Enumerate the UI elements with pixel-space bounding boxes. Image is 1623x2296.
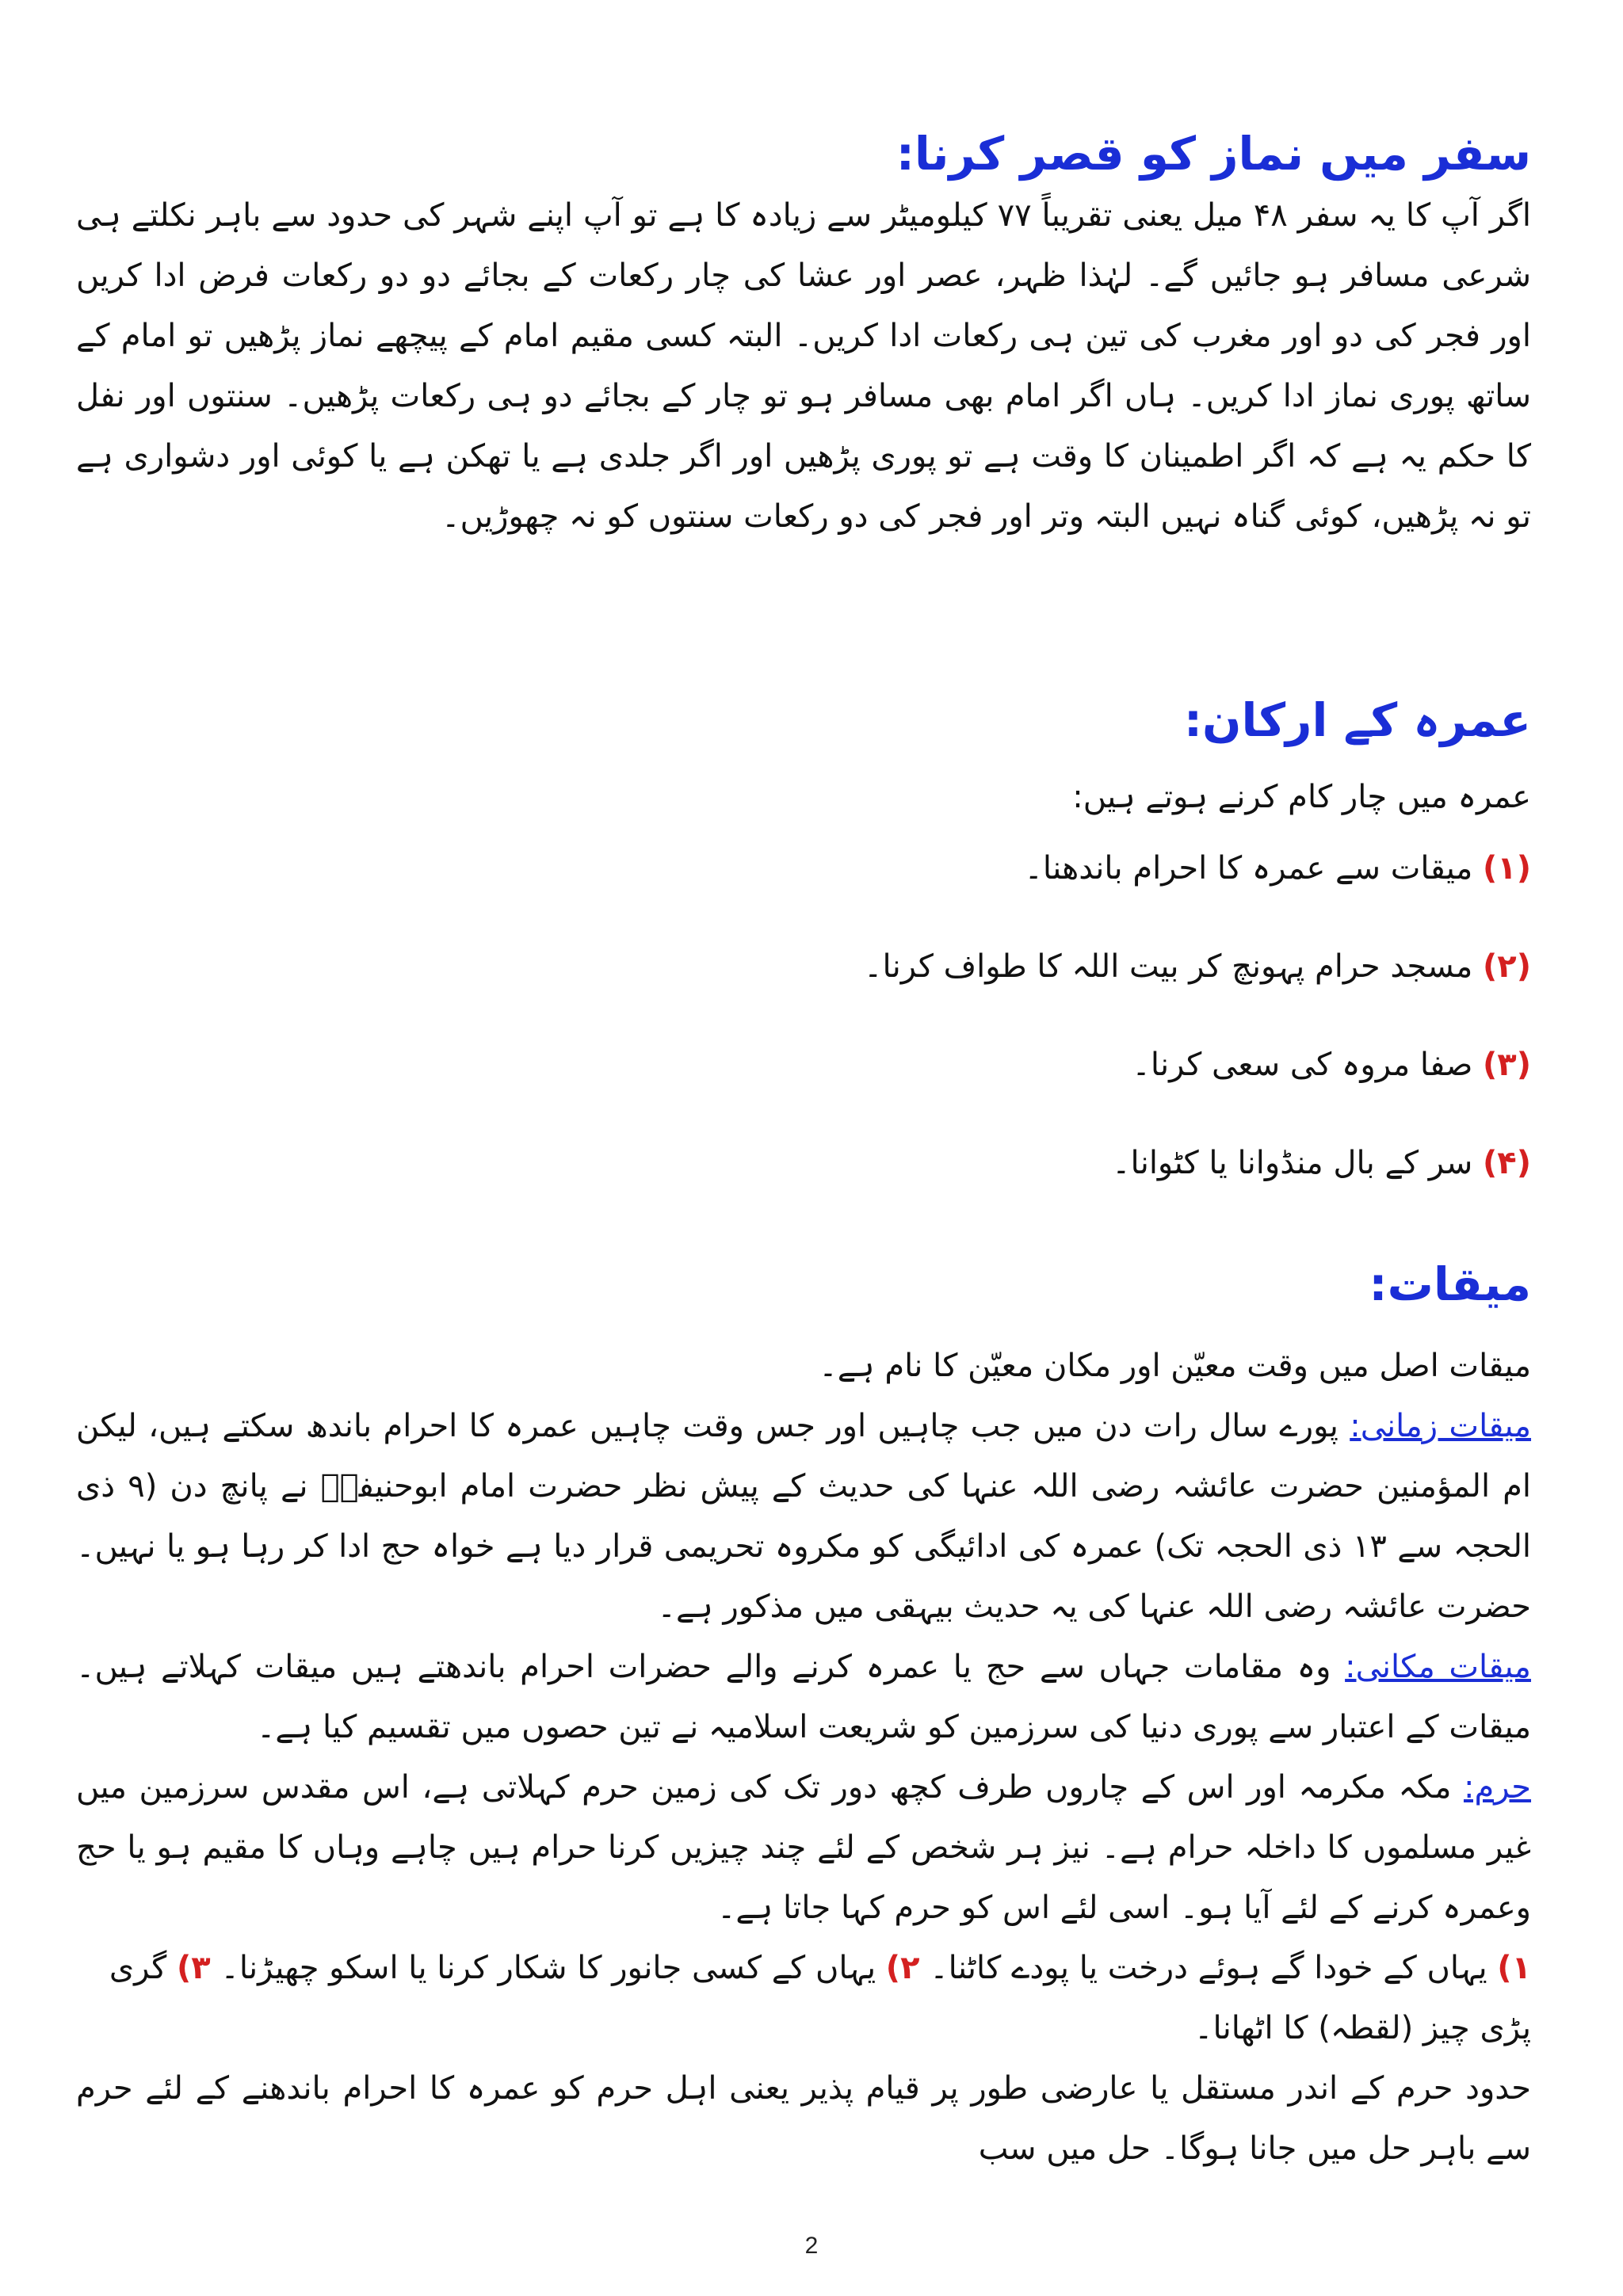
paragraph-miqat-makani (76, 1637, 1531, 1757)
item-number: (۳) (1483, 1047, 1531, 1083)
paragraph-hudood-haram: حدود حرم کے اندر مستقل یا عارضی طور پر قیام پذیر یعنی اہل حرم کو عمرہ کا احرام باندھنے کے لئے حرم سے باہر حل میں جانا ہوگا۔ حل میں سب (76, 2070, 1531, 2167)
umrah-intro: عمرہ میں چار کام کرنے ہوتے ہیں: (1072, 779, 1531, 815)
item-number: (۴) (1483, 1145, 1531, 1181)
list-item (76, 943, 1531, 990)
paragraph-miqat-zamani (76, 1396, 1531, 1637)
heading-umrah-arkan: عمرہ کے ارکان: (1183, 693, 1531, 747)
label-haram: حرم: (1463, 1769, 1532, 1806)
text-miqat-makani: وہ مقامات جہاں سے حج یا عمرہ کرنے والے حضرات احرام باندھتے ہیں میقات کہلاتے ہیں۔ میقات کے اعتبار سے پوری دنیا کی سرزمین کو شریعت اسلامیہ نے تین حصوں میں تقسیم کیا ہے۔ (76, 1649, 1531, 1745)
heading-miqat: میقات: (1369, 1257, 1531, 1311)
paragraph-qasr: اگر آپ کا یہ سفر ۴۸ میل یعنی تقریباً ۷۷ کیلومیٹر سے زیادہ کا ہے تو آپ اپنے شہر کی حدود سے باہر نکلتے ہی شرعی مسافر ہو جائیں گے۔ لہٰذا ظہر، عصر اور عشا کی چار رکعات کے بجائے دو دو رکعات فرض ادا کریں اور فجر کی دو اور مغرب کی تین ہی رکعات ادا کریں۔ البتہ کسی مقیم امام کے پیچھے نماز پڑھیں تو امام کے ساتھ پوری نماز ادا کریں۔ ہاں اگر امام بھی مسافر ہو تو چار کے بجائے دو ہی رکعات پڑھیں۔ سنتوں اور نفل کا حکم یہ ہے کہ اگر اطمینان کا وقت ہے تو پوری پڑھیں اور اگر جلدی ہے یا تھکن ہے یا کوئی اور دشواری ہے تو نہ پڑھیں، کوئی گناہ نہیں البتہ وتر اور فجر کی دو رکعات سنتوں کو نہ چھوڑیں۔ (76, 197, 1531, 535)
prohibited-text: یہاں کے کسی جانور کا شکار کرنا یا اسکو چھیڑنا۔ (220, 1950, 876, 1986)
label-miqat-zamani: میقات زمانی: (1350, 1408, 1532, 1444)
prohibited-number: ۱) (1497, 1950, 1531, 1986)
miqat-intro: میقات اصل میں وقت معیّن اور مکان معیّن کا نام ہے۔ (819, 1348, 1531, 1384)
text-miqat-zamani: پورے سال رات دن میں جب چاہیں اور جس وقت چاہیں عمرہ کا احرام باندھ سکتے ہیں، لیکن ام المؤمنین حضرت عائشہ رضی اللہ عنہا کی حدیث کے پیش نظر حضرت امام ابوحنیفہؒ نے پانچ دن (۹ ذی الحجہ سے ۱۳ ذی الحجہ تک) عمرہ کی ادائیگی کو مکروہ تحریمی قرار دیا ہے خواہ حج ادا کر رہا ہو یا نہیں۔ حضرت عائشہ رضی اللہ عنہا کی یہ حدیث بیہقی میں مذکور ہے۔ (76, 1408, 1532, 1625)
item-text: مسجد حرام پہونچ کر بیت اللہ کا طواف کرنا۔ (864, 948, 1473, 985)
section-qasr (76, 185, 1531, 547)
item-text: میقات سے عمرہ کا احرام باندھنا۔ (1024, 850, 1473, 887)
prohibited-text: یہاں کے خودا گے ہوئے درخت یا پودے کاٹنا۔ (930, 1950, 1487, 1986)
item-number: (۱) (1483, 850, 1531, 887)
page-number: 2 (804, 2233, 819, 2259)
umrah-list (76, 845, 1531, 1187)
item-text: صفا مروہ کی سعی کرنا۔ (1132, 1047, 1473, 1083)
item-number: (۲) (1483, 948, 1531, 985)
text-haram: مکہ مکرمہ اور اس کے چاروں طرف کچھ دور تک کی زمین حرم کہلاتی ہے، اس مقدس سرزمین میں غیر مسلموں کا داخلہ حرام ہے۔ نیز ہر شخص کے لئے چند چیزیں کرنا حرام ہیں چاہے وہاں کا مقیم ہو یا حج وعمرہ کرنے کے لئے آیا ہو۔ اسی لئے اس کو حرم کہا جاتا ہے۔ (76, 1769, 1531, 1926)
list-item (76, 1139, 1531, 1187)
prohibited-number: ۲) (885, 1950, 920, 1986)
haram-prohibited-list (76, 1938, 1531, 2058)
label-miqat-makani: میقات مکانی: (1345, 1649, 1531, 1685)
list-item (76, 1041, 1531, 1089)
section-miqat (76, 1336, 1531, 2179)
heading-qasr: سفر میں نماز کو قصر کرنا: (896, 127, 1531, 181)
paragraph-haram (76, 1757, 1531, 1938)
item-text: سر کے بال منڈوانا یا کٹوانا۔ (1112, 1145, 1473, 1181)
section-umrah (76, 767, 1531, 1187)
list-item (76, 845, 1531, 892)
prohibited-text: گری پڑی چیز (لقطہ) کا اٹھانا۔ (109, 1950, 1531, 2046)
prohibited-number: ۳) (176, 1950, 211, 1986)
